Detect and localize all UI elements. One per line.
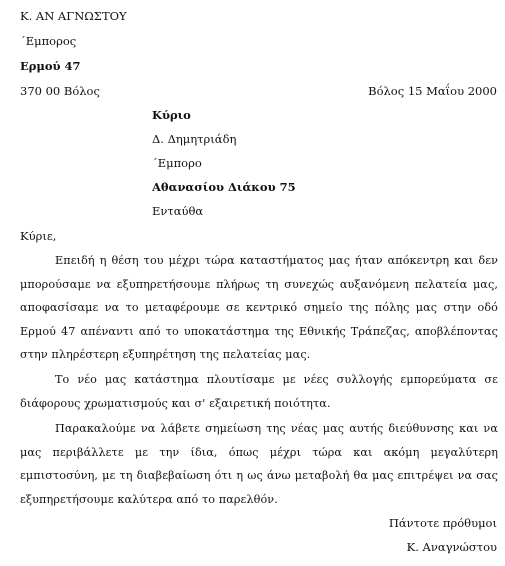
recipient-salutation: Κύριο <box>152 108 191 122</box>
body-paragraph-3: Παρακαλούμε να λάβετε σημείωση της νέας μας αυτής διεύθυνσης και να μας περιβάλλετε με την ίδια, όπως μέχρι τώρα και ακόμη μεγαλύτερη εμπιστοσύνη, με τη διαβεβαίωση ότι η ως άνω μεταβολή θα μας επιτρέψει να σας εξυπηρετήσουμε καλύτερα από το παρελθόν. <box>20 422 498 506</box>
body-paragraph-1: Επειδή η θέση του μέχρι τώρα καταστήματος μας ήταν απόκεντρη και δεν μπορούσαμε να εξυπηρετήσουμε πλήρως τη συνεχώς αυξανόμενη πελατεία μας, αποφασίσαμε να το μεταφέρουμε σε κεντρικό σημείο της πόλης μας στην οδό Ερμού 47 απέναντι από το υποκατάστημα της Εθνικής Τράπεζας, αποβλέποντας στην πληρέστερη εξυπηρέτηση της πελατείας μας. <box>20 254 498 361</box>
recipient-name: Δ. Δημητριάδη <box>152 132 237 146</box>
letter-date: Βόλος 15 Μαΐου 2000 <box>368 84 497 98</box>
recipient-city: Ενταύθα <box>152 204 204 218</box>
sender-name: Κ. ΑΝ ΑΓΝΩΣΤΟΥ <box>20 9 127 23</box>
body-paragraph-2: Το νέο μας κατάστημα πλουτίσαμε με νέες συλλογής εμπορεύματα σε διάφορους χρωματισμούς και σ' εξαιρετική ποιότητα. <box>20 373 498 410</box>
recipient-profession: ΄Εμπορο <box>152 156 202 170</box>
signature: Κ. Αναγνώστου <box>406 540 497 554</box>
greeting: Κύριε, <box>20 229 57 243</box>
sender-street: Ερμού 47 <box>20 59 81 73</box>
recipient-street: Αθανασίου Διάκου 75 <box>152 180 296 194</box>
sender-postal-city: 370 00 Βόλος <box>20 84 100 98</box>
closing-phrase: Πάντοτε πρόθυμοι <box>388 516 497 530</box>
sender-profession: ΄Εμπορος <box>20 34 77 48</box>
